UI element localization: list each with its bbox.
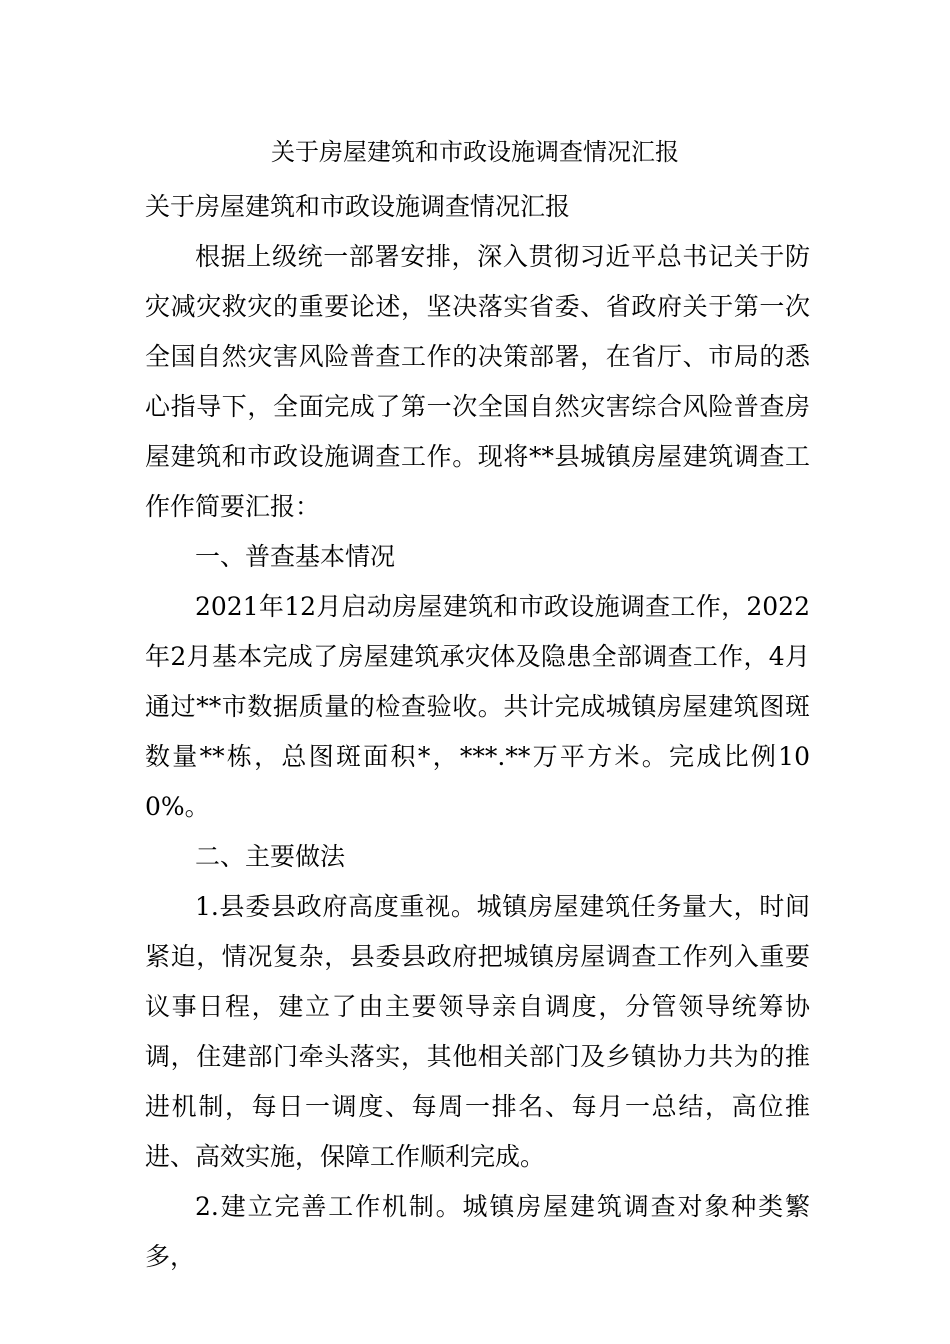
document-body [145,182,810,1282]
document-subtitle: 关于房屋建筑和市政设施调查情况汇报 [145,192,571,221]
section-1-heading: 一、普查基本情况 [195,542,396,571]
section-2-heading: 二、主要做法 [195,842,346,871]
section-2-item-1: 1.县委县政府高度重视。城镇房屋建筑任务量大，时间紧迫，情况复杂，县委县政府把城镇房屋调查工作列入重要议事日程，建立了由主要领导亲自调度，分管领导统筹协调，住建部门牵头落实，其他相关部门及乡镇协力共为的推进机制，每日一调度、每周一排名、每月一总结，高位推进、高效实施，保障工作顺利完成。 [145,892,810,1171]
intro-paragraph: 根据上级统一部署安排，深入贯彻习近平总书记关于防灾减灾救灾的重要论述，坚决落实省委、省政府关于第一次全国自然灾害风险普查工作的决策部署，在省厅、市局的悉心指导下，全面完成了第一次全国自然灾害综合风险普查房屋建筑和市政设施调查工作。现将**县城镇房屋建筑调查工作作简要汇报： [145,242,810,521]
document-title: 关于房屋建筑和市政设施调查情况汇报 [271,138,679,166]
section-1-paragraph: 2021年12月启动房屋建筑和市政设施调查工作，2022年2月基本完成了房屋建筑承灾体及隐患全部调查工作，4月通过**市数据质量的检查验收。共计完成城镇房屋建筑图斑数量**栋，总图斑面积*，***.**万平方米。完成比例100%。 [145,592,810,821]
section-2-item-2: 2.建立完善工作机制。城镇房屋建筑调查对象种类繁多， [145,1192,810,1271]
